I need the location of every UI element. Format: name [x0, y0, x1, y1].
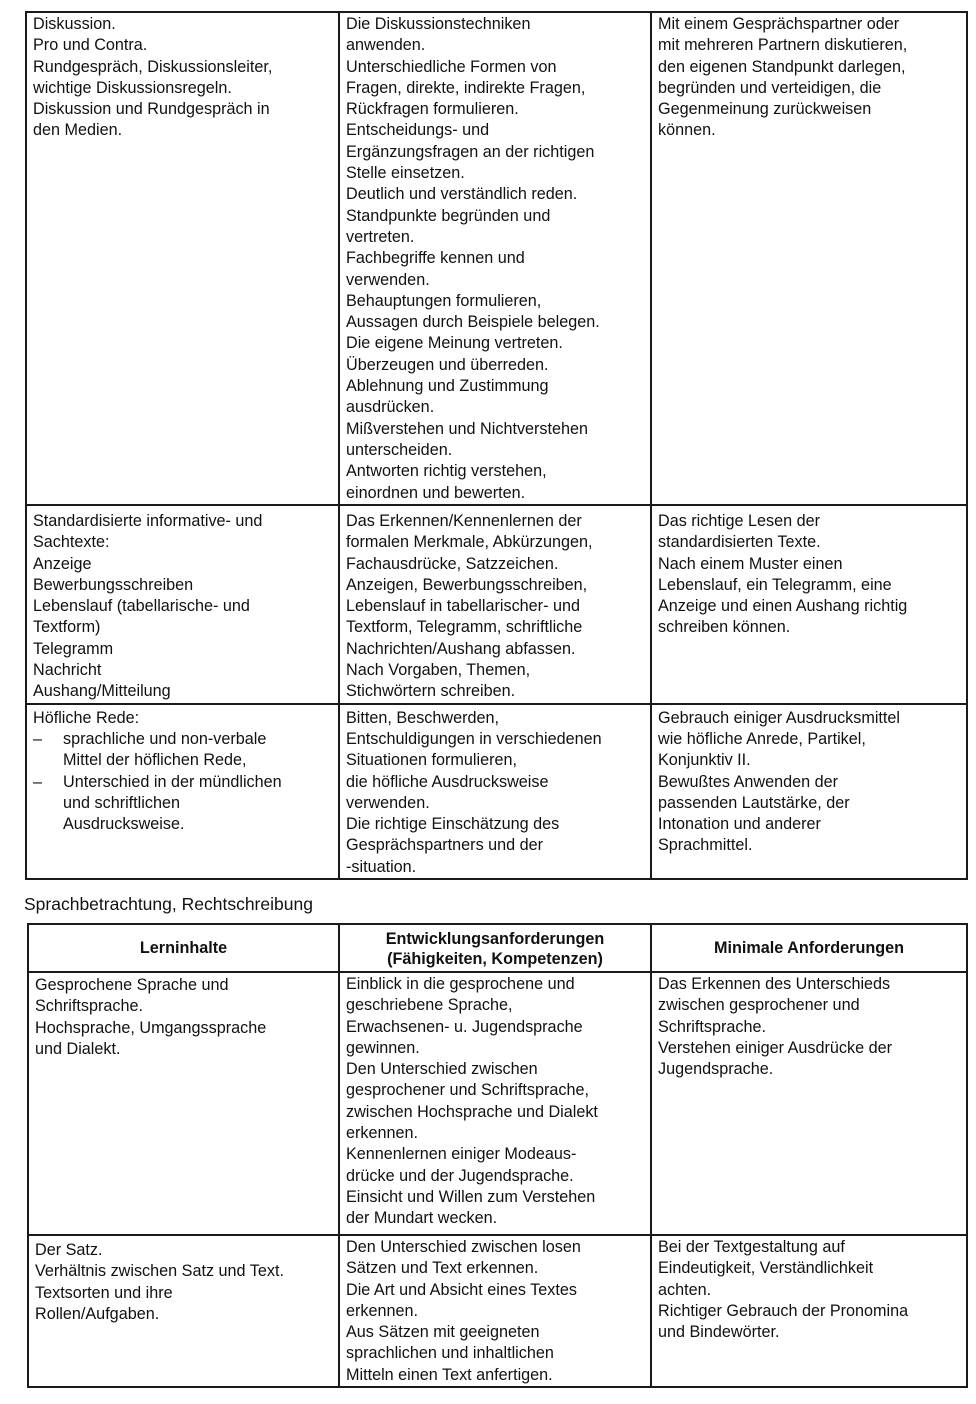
text-line: vertreten.	[346, 227, 415, 246]
text-line: Anzeige und einen Aushang richtig	[658, 597, 908, 616]
text-line: Nach Vorgaben, Themen,	[346, 661, 531, 680]
text-line: Standpunkte begründen und	[346, 206, 551, 225]
text-line: Sprachmittel.	[658, 836, 753, 855]
text-line: Mitteln einen Text anfertigen.	[346, 1365, 553, 1384]
text-line: Ausdrucksweise.	[63, 815, 185, 834]
text-line: wichtige Diskussionsregeln.	[33, 78, 232, 97]
list-item-text	[63, 772, 282, 836]
text-line: Bei der Textgestaltung auf	[658, 1238, 845, 1256]
text-line: Den Unterschied zwischen	[346, 1060, 538, 1079]
text-line: können.	[658, 121, 716, 140]
text-line: und Bindewörter.	[658, 1323, 780, 1342]
text-line: Rückfragen formulieren.	[346, 100, 519, 119]
text-line: begründen und verteidigen, die	[658, 78, 882, 97]
text-line: schreiben können.	[658, 618, 791, 637]
text-line: standardisierten Texte.	[658, 533, 821, 552]
text-line: Einsicht und Willen zum Verstehen	[346, 1187, 596, 1206]
text-line: zwischen gesprochener und	[658, 996, 860, 1015]
text-line: Die richtige Einschätzung des	[346, 815, 560, 834]
text-line: Einblick in die gesprochene und	[346, 975, 575, 993]
text-line: drücke und der Jugendsprache.	[346, 1166, 574, 1185]
text-line: einordnen und bewerten.	[346, 483, 526, 502]
text-line: Erwachsenen- u. Jugendsprache	[346, 1017, 583, 1036]
text-line: Gegenmeinung zurückweisen	[658, 100, 872, 119]
table-cell-content	[26, 12, 339, 505]
text-line: Mittel der höflichen Rede,	[63, 751, 247, 770]
text-line: Richtiger Gebrauch der Pronomina	[658, 1301, 909, 1320]
text-line: erkennen.	[346, 1124, 418, 1143]
table-cell-content	[26, 505, 339, 704]
text-line: Unterschiedliche Formen von	[346, 57, 557, 76]
text-line: Entschuldigungen in verschiedenen	[346, 729, 602, 748]
text-line: Das Erkennen/Kennenlernen der	[346, 512, 582, 530]
text-line: und Dialekt.	[35, 1039, 121, 1058]
text-line: Nachricht	[33, 661, 102, 680]
text-line: Fragen, direkte, indirekte Fragen,	[346, 78, 586, 97]
text-line: Anzeigen, Bewerbungsschreiben,	[346, 575, 588, 594]
text-line: Sätzen und Text erkennen.	[346, 1259, 539, 1278]
text-line: den Medien.	[33, 121, 123, 140]
text-line: Fachbegriffe kennen und	[346, 249, 525, 268]
text-line: den eigenen Standpunkt darlegen,	[658, 57, 906, 76]
text-line: Rundgespräch, Diskussionsleiter,	[33, 57, 273, 76]
table-cell-minimum	[651, 1235, 967, 1387]
text-line: Ablehnung und Zustimmung	[346, 377, 549, 396]
text-line: anwenden.	[346, 36, 426, 55]
table-cell-skills	[339, 1235, 651, 1387]
curriculum-table-speaking	[25, 11, 968, 880]
text-line: Diskussion und Rundgespräch in	[33, 100, 270, 119]
text-line: und schriftlichen	[63, 793, 180, 812]
text-line: mit mehreren Partnern diskutieren,	[658, 36, 908, 55]
text-line: Bitten, Beschwerden,	[346, 708, 499, 727]
text-line: sprachliche und non-verbale	[63, 729, 267, 748]
cell-heading: Höfliche Rede:	[33, 708, 140, 727]
text-line: Nach einem Muster einen	[658, 554, 843, 573]
table-cell-minimum	[651, 972, 967, 1235]
table-cell-skills	[339, 704, 651, 879]
text-line: der Mundart wecken.	[346, 1209, 498, 1228]
text-line: Die eigene Meinung vertreten.	[346, 334, 563, 353]
table-row	[26, 505, 967, 704]
text-line: Die Diskussionstechniken	[346, 15, 531, 33]
text-line: Verhältnis zwischen Satz und Text.	[35, 1262, 284, 1281]
text-line: Pro und Contra.	[33, 36, 148, 55]
text-line: Ergänzungsfragen an der richtigen	[346, 142, 595, 161]
text-line: sprachlichen und inhaltlichen	[346, 1344, 554, 1363]
text-line: Textsorten und ihre	[35, 1283, 173, 1302]
text-line: Stichwörtern schreiben.	[346, 682, 516, 701]
text-line: Gebrauch einiger Ausdrucksmittel	[658, 708, 901, 727]
text-line: Verstehen einiger Ausdrücke der	[658, 1038, 892, 1057]
text-line: Jugendsprache.	[658, 1060, 774, 1079]
text-line: gesprochener und Schriftsprache,	[346, 1081, 589, 1100]
text-line: Textform, Telegramm, schriftliche	[346, 618, 583, 637]
text-line: ausdrücken.	[346, 398, 435, 417]
text-line: achten.	[658, 1280, 712, 1299]
text-line: Situationen formulieren,	[346, 751, 517, 770]
text-line: die höfliche Ausdrucksweise	[346, 772, 549, 791]
text-line: Die Art und Absicht eines Textes	[346, 1280, 577, 1299]
text-line: unterscheiden.	[346, 440, 453, 459]
text-line: Nachrichten/Aushang abfassen.	[346, 639, 576, 658]
curriculum-table-grammar	[27, 923, 968, 1388]
text-line: Aus Sätzen mit geeigneten	[346, 1323, 540, 1342]
text-line: Den Unterschied zwischen losen	[346, 1238, 581, 1256]
table-cell-skills	[339, 972, 651, 1235]
table-row	[28, 972, 967, 1235]
text-line: Lebenslauf, ein Telegramm, eine	[658, 575, 892, 594]
table-row	[26, 704, 967, 879]
table-header-row	[28, 924, 967, 972]
text-line: geschriebene Sprache,	[346, 996, 513, 1015]
table-cell-content	[28, 1235, 339, 1387]
table-row	[26, 12, 967, 505]
text-line: erkennen.	[346, 1301, 418, 1320]
text-line: gewinnen.	[346, 1038, 420, 1057]
text-line: Deutlich und verständlich reden.	[346, 185, 578, 204]
text-line: -situation.	[346, 857, 417, 876]
text-line: Kennenlernen einiger Modeaus-	[346, 1145, 577, 1164]
text-line: Überzeugen und überreden.	[346, 355, 549, 374]
text-line: Intonation und anderer	[658, 815, 821, 834]
table-cell-minimum	[651, 12, 967, 505]
list-item	[33, 729, 332, 772]
text-line: Stelle einsetzen.	[346, 164, 465, 183]
dash-marker: –	[33, 772, 43, 791]
text-line: Fachausdrücke, Satzzeichen.	[346, 554, 559, 573]
table-cell-skills	[339, 12, 651, 505]
header-label: Minimale Anforderungen	[713, 938, 905, 957]
text-line: Textform)	[33, 618, 101, 637]
text-line: Der Satz.	[35, 1241, 103, 1259]
text-line: Gesprochene Sprache und	[35, 976, 229, 994]
text-line: zwischen Hochsprache und Dialekt	[346, 1102, 598, 1121]
text-line: Das Erkennen des Unterschieds	[658, 975, 891, 993]
text-line: Behauptungen formulieren,	[346, 291, 542, 310]
text-line: Rollen/Aufgaben.	[35, 1304, 160, 1323]
header-label: (Fähigkeiten, Kompetenzen)	[387, 949, 603, 968]
text-line: Schriftsprache.	[35, 997, 143, 1016]
table-cell-minimum	[651, 704, 967, 879]
table-cell-minimum	[651, 505, 967, 704]
column-header-skills	[339, 924, 651, 972]
text-line: Mißverstehen und Nichtverstehen	[346, 419, 589, 438]
column-header-minimum	[651, 924, 967, 972]
text-line: Das richtige Lesen der	[658, 512, 820, 530]
text-line: Gesprächspartners und der	[346, 836, 544, 855]
table-cell-content	[28, 972, 339, 1235]
header-label: Lerninhalte	[139, 938, 228, 957]
text-line: wie höfliche Anrede, Partikel,	[658, 729, 866, 748]
column-header-content	[28, 924, 339, 972]
text-line: Telegramm	[33, 639, 114, 658]
section-title: Sprachbetrachtung, Rechtschreibung	[24, 894, 313, 914]
text-line: Antworten richtig verstehen,	[346, 462, 547, 481]
text-line: Diskussion.	[33, 15, 116, 33]
text-line: Aushang/Mitteilung	[33, 682, 171, 701]
text-line: Lebenslauf in tabellarischer- und	[346, 597, 580, 616]
text-line: Entscheidungs- und	[346, 121, 490, 140]
text-line: Aussagen durch Beispiele belegen.	[346, 313, 600, 332]
list-item	[33, 772, 332, 836]
text-line: Hochsprache, Umgangssprache	[35, 1018, 267, 1037]
text-line: Unterschied in der mündlichen	[63, 772, 282, 791]
table-cell-content	[26, 704, 339, 879]
table-row	[28, 1235, 967, 1387]
text-line: passenden Lautstärke, der	[658, 793, 850, 812]
text-line: Bewerbungsschreiben	[33, 575, 194, 594]
header-label: Entwicklungsanforderungen	[385, 929, 605, 948]
text-line: Standardisierte informative- und	[33, 512, 263, 530]
text-line: Konjunktiv II.	[658, 751, 751, 770]
text-line: Schriftsprache.	[658, 1017, 766, 1036]
text-line: formalen Merkmale, Abkürzungen,	[346, 533, 593, 552]
text-line: Anzeige	[33, 554, 92, 573]
table-cell-skills	[339, 505, 651, 704]
text-line: Bewußtes Anwenden der	[658, 772, 838, 791]
text-line: Lebenslauf (tabellarische- und	[33, 597, 250, 616]
list-item-text	[63, 729, 266, 772]
text-line: Sachtexte:	[33, 533, 110, 552]
text-line: verwenden.	[346, 793, 430, 812]
text-line: Eindeutigkeit, Verständlichkeit	[658, 1259, 874, 1278]
text-line: Mit einem Gesprächspartner oder	[658, 15, 900, 33]
text-line: verwenden.	[346, 270, 430, 289]
dash-marker: –	[33, 729, 43, 748]
